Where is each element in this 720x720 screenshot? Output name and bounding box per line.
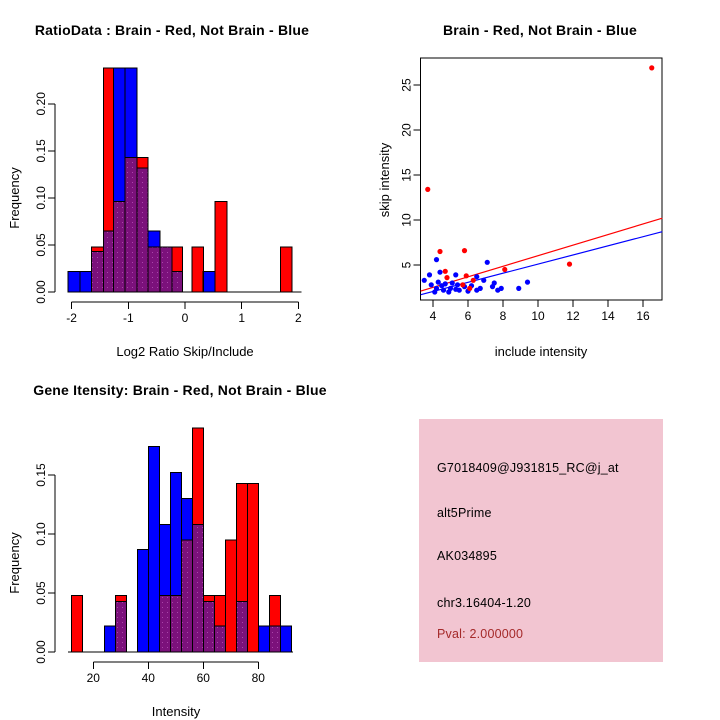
blue-point bbox=[429, 282, 434, 287]
gene-intensity-histogram-ylabel: Frequency bbox=[7, 532, 22, 594]
blue-point bbox=[453, 272, 458, 277]
overlap-bar bbox=[115, 601, 126, 652]
blue-bar bbox=[104, 626, 115, 652]
y-tick-label: 0.15 bbox=[34, 139, 48, 163]
gene-intensity-histogram-title: Gene Itensity: Brain - Red, Not Brain - Blue bbox=[33, 382, 327, 398]
x-tick-label: 1 bbox=[238, 311, 246, 325]
blue-point bbox=[474, 288, 479, 293]
blue-point bbox=[422, 278, 427, 283]
red-bar bbox=[215, 202, 227, 292]
regression-line-red bbox=[421, 218, 663, 291]
red-point bbox=[467, 286, 472, 291]
red-bar bbox=[192, 247, 204, 292]
x-tick-label: 0 bbox=[181, 311, 189, 325]
blue-point bbox=[495, 288, 500, 293]
x-tick-label: 12 bbox=[566, 309, 580, 323]
x-tick-label: 6 bbox=[464, 309, 472, 323]
overlap-bar bbox=[269, 626, 280, 652]
probe-id-text: G7018409@J931815_RC@j_at bbox=[437, 461, 619, 475]
overlap-bar bbox=[214, 626, 225, 652]
gene-intensity-histogram-xlabel: Intensity bbox=[151, 704, 201, 719]
overlap-bar bbox=[91, 252, 103, 292]
red-point bbox=[443, 269, 448, 274]
y-tick-label: 15 bbox=[399, 168, 414, 182]
overlap-bar bbox=[160, 247, 172, 292]
locus-text: chr3.16404-1.20 bbox=[437, 596, 532, 610]
blue-point bbox=[450, 280, 455, 285]
y-tick-label: 0.00 bbox=[34, 640, 48, 664]
blue-bar bbox=[203, 271, 215, 292]
blue-point bbox=[439, 283, 444, 288]
blue-point bbox=[432, 289, 437, 294]
blue-point bbox=[434, 257, 439, 262]
red-point bbox=[471, 278, 476, 283]
overlap-bar bbox=[170, 595, 181, 652]
gene-intensity-histogram-panel bbox=[0, 360, 360, 720]
ratio-histogram-panel bbox=[0, 0, 360, 360]
y-tick-label: 0.05 bbox=[34, 233, 48, 257]
blue-point bbox=[446, 289, 451, 294]
overlap-bar bbox=[125, 157, 137, 292]
x-tick-label: 80 bbox=[251, 671, 265, 685]
blue-point bbox=[481, 278, 486, 283]
red-bar bbox=[71, 595, 82, 652]
x-tick-label: 2 bbox=[295, 311, 302, 325]
blue-bar bbox=[68, 271, 80, 292]
ratio-histogram-xlabel: Log2 Ratio Skip/Include bbox=[116, 344, 254, 359]
red-bar bbox=[225, 540, 236, 652]
overlap-bar bbox=[137, 168, 148, 292]
red-bar bbox=[280, 247, 292, 292]
y-tick-label: 0.20 bbox=[34, 92, 48, 116]
x-tick-label: 8 bbox=[499, 309, 507, 323]
intensity-scatter-xlabel: include intensity bbox=[494, 344, 588, 359]
x-tick-label: -2 bbox=[66, 311, 77, 325]
overlap-bar bbox=[172, 271, 183, 292]
y-tick-label: 10 bbox=[399, 213, 414, 227]
ratio-histogram-title: RatioData : Brain - Red, Not Brain - Blue bbox=[34, 22, 310, 38]
blue-point bbox=[455, 282, 460, 287]
red-bar bbox=[247, 483, 258, 652]
intensity-scatter-ylabel: skip intensity bbox=[377, 142, 392, 218]
overlap-bar bbox=[181, 540, 192, 652]
x-tick-label: 20 bbox=[86, 671, 100, 685]
blue-bar bbox=[280, 626, 291, 652]
ratio-histogram-plot bbox=[0, 0, 360, 360]
red-point bbox=[437, 249, 442, 254]
blue-bar bbox=[137, 549, 148, 652]
gene-info-panel bbox=[360, 360, 720, 720]
blue-point bbox=[441, 288, 446, 293]
blue-bar bbox=[80, 271, 91, 292]
red-point bbox=[444, 275, 449, 280]
intensity-scatter-plot bbox=[360, 0, 720, 360]
overlap-bar bbox=[203, 271, 204, 292]
y-tick-label: 25 bbox=[399, 78, 414, 92]
y-tick-label: 0.00 bbox=[34, 280, 48, 304]
x-tick-label: 4 bbox=[429, 309, 437, 323]
y-tick-label: 0.10 bbox=[34, 186, 48, 210]
red-point bbox=[567, 262, 572, 267]
overlap-bar bbox=[203, 601, 214, 652]
x-tick-label: 16 bbox=[636, 309, 650, 323]
x-tick-label: 60 bbox=[196, 671, 210, 685]
red-point bbox=[460, 282, 465, 287]
y-tick-label: 0.05 bbox=[34, 581, 48, 605]
red-point bbox=[649, 65, 654, 70]
x-tick-label: -1 bbox=[122, 311, 134, 325]
y-tick-label: 0.15 bbox=[34, 463, 48, 487]
gene-intensity-histogram-plot bbox=[0, 360, 360, 720]
accession-text: AK034895 bbox=[437, 549, 497, 563]
overlap-bar bbox=[236, 601, 247, 652]
red-point bbox=[464, 273, 469, 278]
x-tick-label: 10 bbox=[531, 309, 545, 323]
gene-info-box bbox=[419, 419, 663, 662]
blue-bar bbox=[148, 447, 159, 652]
ratio-histogram-ylabel: Frequency bbox=[7, 167, 22, 229]
red-point bbox=[502, 267, 507, 272]
overlap-bar bbox=[148, 247, 160, 292]
overlap-bar bbox=[114, 202, 125, 292]
splice-type-text: alt5Prime bbox=[437, 506, 492, 520]
x-tick-label: 14 bbox=[601, 309, 615, 323]
blue-point bbox=[457, 288, 462, 293]
intensity-scatter-title: Brain - Red, Not Brain - Blue bbox=[442, 22, 638, 38]
overlap-bar bbox=[103, 231, 113, 292]
blue-point bbox=[490, 284, 495, 289]
red-point bbox=[462, 248, 467, 253]
blue-bar bbox=[258, 626, 269, 652]
overlap-bar bbox=[159, 595, 170, 652]
y-tick-label: 0.10 bbox=[34, 522, 48, 546]
blue-point bbox=[525, 280, 530, 285]
red-point bbox=[425, 187, 430, 192]
intensity-scatter-panel bbox=[360, 0, 720, 360]
pval-text: Pval: 2.000000 bbox=[437, 627, 524, 641]
x-tick-label: 40 bbox=[141, 671, 155, 685]
blue-point bbox=[485, 260, 490, 265]
overlap-bar bbox=[192, 525, 203, 652]
blue-point bbox=[516, 286, 521, 291]
blue-point bbox=[427, 272, 432, 277]
y-tick-label: 20 bbox=[399, 123, 414, 137]
y-tick-label: 5 bbox=[399, 261, 414, 269]
blue-point bbox=[437, 270, 442, 275]
